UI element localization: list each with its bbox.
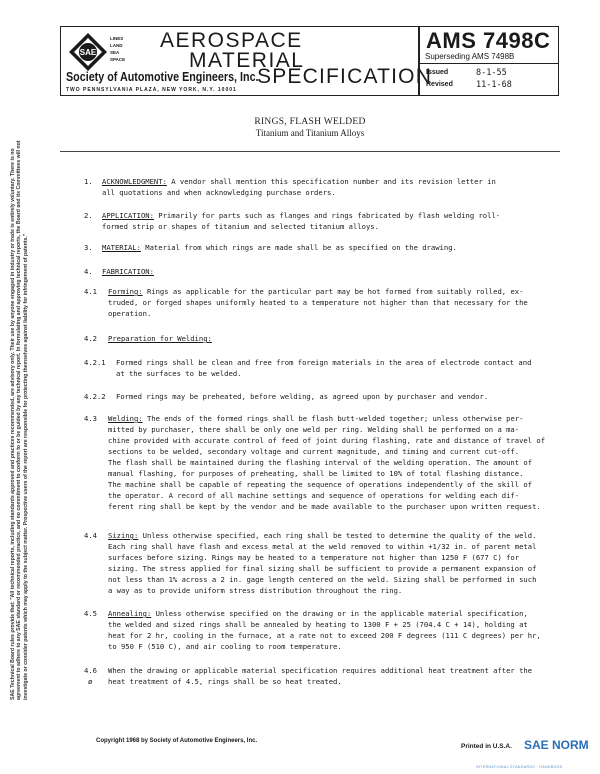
section-heading: Annealing: [108,609,152,618]
section-number: 4.5 [84,609,97,618]
svg-text:SAE: SAE [79,48,97,57]
section-body [116,357,531,379]
section-number: 4.4 [84,531,97,540]
section-line: all quotations and when acknowledging purchase orders. [102,188,336,197]
title-material: MATERIAL [189,49,305,72]
section-number: 1. [84,177,93,186]
section-number: 4.1 [84,287,97,296]
section-line: chine provided with accurate control of feed of joint during flashing, rate and distance of travel of [108,436,546,445]
section-body [108,413,545,512]
society-address: TWO PENNSYLVANIA PLAZA, NEW YORK, N.Y. 10001 [66,87,237,93]
section-heading: Sizing: [108,531,139,540]
section-text: Unless otherwise specified on the drawing or in the applicable material specification, [155,609,528,618]
issued-label: Issued [426,69,449,76]
section-number: 4.6 [84,666,97,675]
section-line: a way as to provide uniform stress distribution throughout the ring. [108,586,403,595]
section-heading: APPLICATION: [102,211,154,220]
section-text: When the drawing or applicable material specification requires additional heat treatment after the [108,666,533,675]
section-line: sizing. The stress applied for final sizing shall be sufficient to provide a permanent expansion of [108,564,537,573]
section-heading: Forming: [108,287,143,296]
section-line: The machine shall be capable of repeating the sequence of operations independently of the skill of [108,480,533,489]
section-body [108,286,528,319]
section-line: manual flashing, for purposes of preheating, shall be limited to 10% of total flashing distance. [108,469,524,478]
section-number: 4.2.1 [84,358,106,367]
revised-date: 11-1-68 [476,80,512,90]
copyright-notice: Copyright 1968 by Society of Automotive Engineers, Inc. [96,738,258,744]
spec-number: AMS 7498C [426,28,551,53]
document-subtitle: Titanium and Titanium Alloys [255,128,365,138]
title-specification: SPECIFICATION [257,65,433,88]
section-line: the welded and sized rings shall be annealed by heating to 1300 F + 25 (704.4 C + 14), holding at [108,620,528,629]
section-line: Each ring shall have flash and excess metal at the weld removed to within +1/32 in. of parent metal [108,542,537,551]
section-heading: Welding: [108,414,143,423]
section-line: at the surfaces to be welded. [116,369,242,378]
section-body [102,266,154,277]
header-divider [419,63,559,64]
superseding-note: Superseding AMS 7498B [425,52,515,61]
section-body [108,333,212,344]
section-body [102,210,500,232]
side-notice: SAE Technical Board rules provide that: "All technical reports, including standards approved and practices recommended, are advisory only. Their use by anyone engaged in industry or trade is entirely voluntary. There is no agreement to adhere to any SAE standard or recommended practice, and no commitment to conform to or be guided by any technical report. In formulating and approving technical reports, the Board and its Committees will not investigate or consider patents which may apply to the subject matter. Prospective users of the report are responsible for protecting themselves against liability for infringement of patents." [10,140,29,700]
title-aerospace: AEROSPACE [160,29,303,52]
section-line: heat for 2 hr, cooling in the furnace, at a rate not to exceed 200 F degrees (111 C degrees) per hr, [108,631,541,640]
section-line: ferent ring shall be kept by the vendor and be made available to the purchaser upon written request. [108,502,541,511]
section-text: Primarily for parts such as flanges and rings fabricated by flash welding roll- [158,211,501,220]
watermark-subtitle: INTERNATIONAL STANDARDS · HANDBOOK [476,765,563,769]
section-line: truded, or forged shapes uniformly heated to a temperature not higher than that necessary for the [108,298,528,307]
society-name: Society of Automotive Engineers, Inc. [66,70,259,84]
section-line: to 950 F (510 C), and air cooling to room temperature. [108,642,342,651]
section-text: Unless otherwise specified, each ring shall be tested to determine the quality of the weld. [142,531,537,540]
section-heading: FABRICATION: [102,267,154,276]
printed-notice: Printed in U.S.A. [461,743,512,750]
section-heading: Preparation for Welding: [108,334,212,343]
section-body [102,242,457,253]
section-body [108,608,541,652]
document-title: RINGS, FLASH WELDED [254,117,366,127]
section-line: The flash shall be maintained during the flashing interval of the welding operation. The amount of [108,458,533,467]
revised-label: Revised [426,81,453,88]
emblem-line: SPACE [110,57,126,62]
section-text: Formed rings may be preheated, before welding, as agreed upon by purchaser and vendor. [116,392,489,401]
title-rule [60,151,560,152]
section-text: Rings as applicable for the particular part may be hot formed from suitably rolled, ex- [146,287,524,296]
section-text: Material from which rings are made shall be as specified on the drawing. [145,243,457,252]
section-body [108,665,532,687]
section-text: Formed rings shall be clean and free from foreign materials in the area of electrode contact and [116,358,532,367]
section-number: 2. [84,211,93,220]
section-number: 4.3 [84,414,97,423]
watermark-logo: SAE NORM [524,738,589,752]
section-body [108,530,536,596]
section-line: the operator. A record of all machine settings and sequence of operations for welding each dif- [108,491,520,500]
section-line: surfaces before sizing. Rings may be heated to a temperature not higher than 1250 F (677 C) for [108,553,520,562]
section-line: operation. [108,309,152,318]
emblem-lines [110,35,125,63]
section-text: The ends of the formed rings shall be flash butt-welded together; unless otherwise per- [146,414,524,423]
emblem-line: SEA [110,50,120,55]
revision-mark: ø [88,677,93,686]
section-line: sections to be welded, secondary voltage and current magnitude, and timing and current cut-off. [108,447,520,456]
section-line: not less than 1% across a 2 in. gage length centered on the weld. Sizing shall be performed in such [108,575,537,584]
section-line: heat treatment of 4.5, rings shall be so heat treated. [108,677,342,686]
issued-date: 8-1-55 [476,68,507,78]
section-number: 4.2.2 [84,392,106,401]
section-heading: MATERIAL: [102,243,141,252]
section-number: 3. [84,243,93,252]
section-number: 4. [84,267,93,276]
section-number: 4.2 [84,334,97,343]
emblem-line: LINES [110,36,124,41]
section-line: formed strip or shapes of titanium and selected titanium alloys. [102,222,379,231]
section-body [116,391,488,402]
section-body [102,176,496,198]
emblem-line: LAND [110,43,123,48]
section-text: A vendor shall mention this specification number and its revision letter in [171,177,496,186]
section-line: mitted by purchaser, there shall be only one weld per ring. Welding shall be performed on a ma- [108,425,520,434]
section-heading: ACKNOWLEDGMENT: [102,177,167,186]
sae-emblem-icon [68,32,108,72]
